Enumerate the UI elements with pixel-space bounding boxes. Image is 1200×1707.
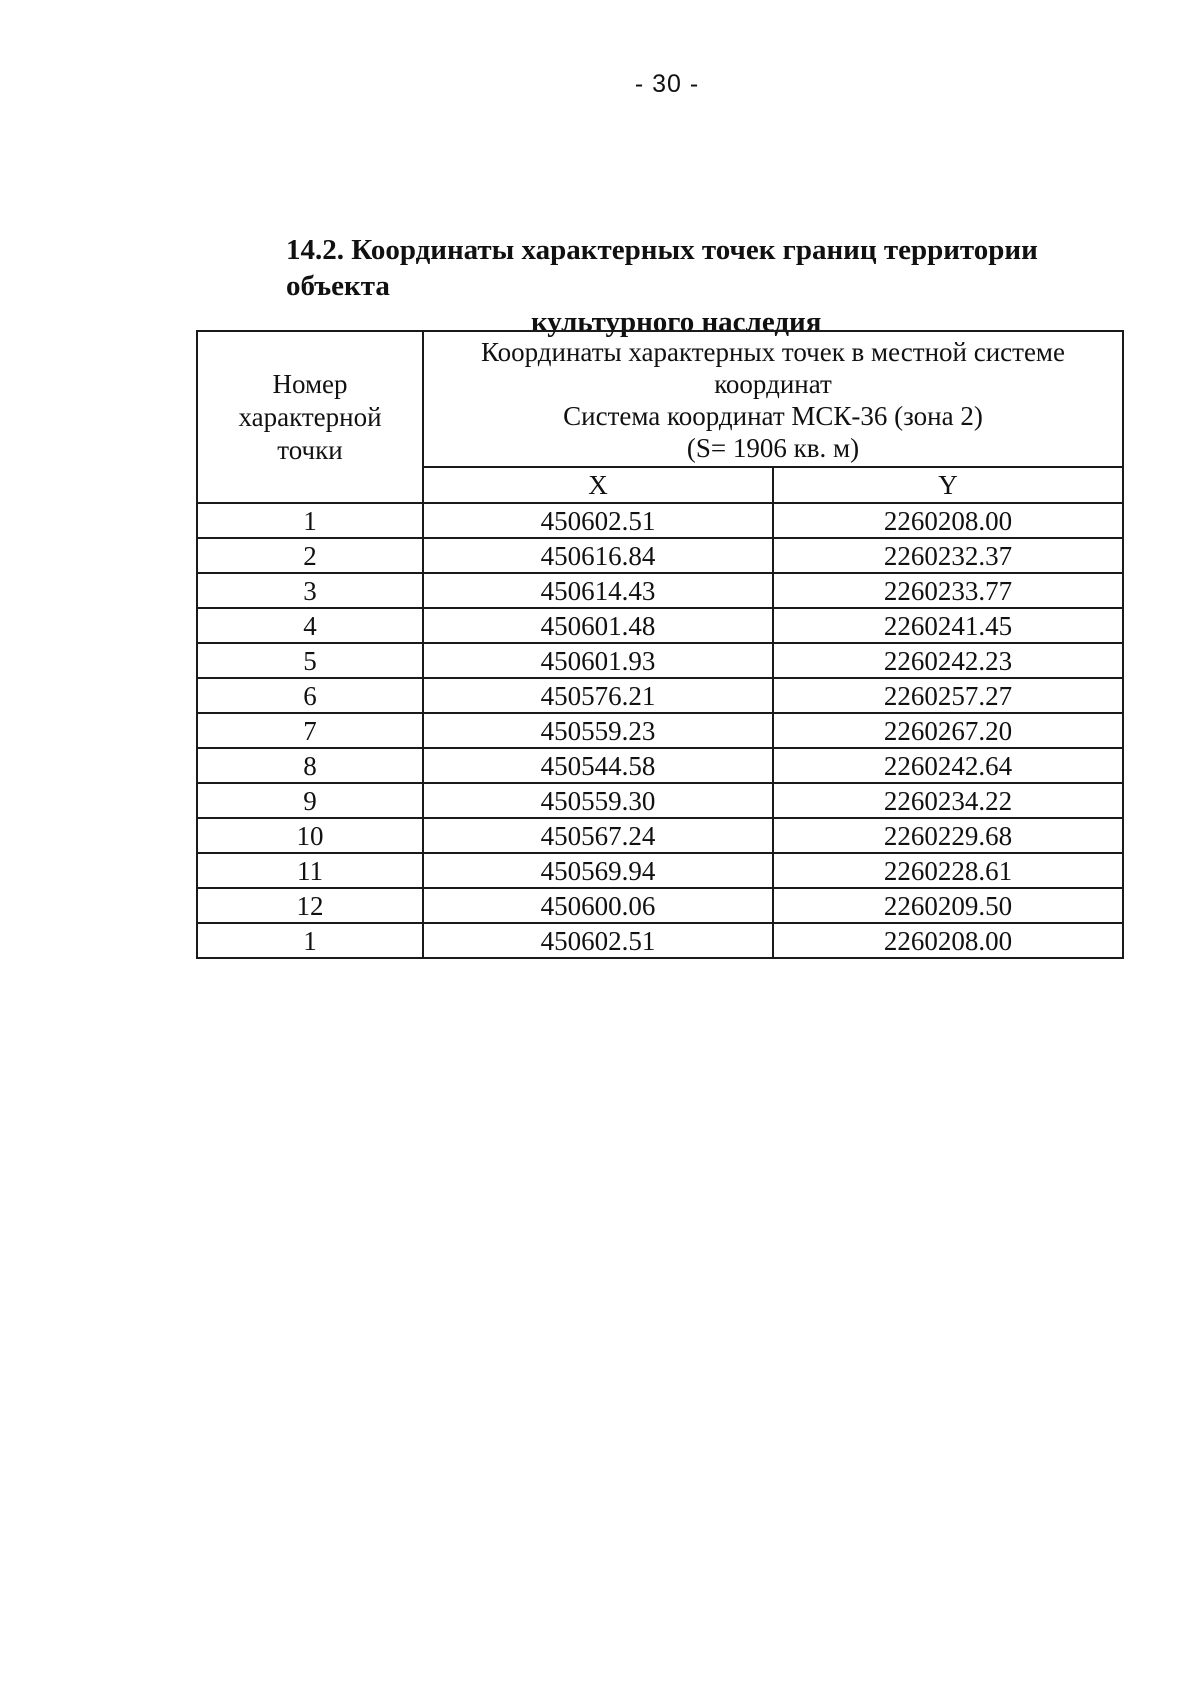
y-coordinate-cell: 2260209.50	[773, 888, 1123, 923]
point-header-line: Номер	[272, 368, 348, 399]
y-coordinate-cell: 2260232.37	[773, 538, 1123, 573]
y-coordinate-cell: 2260242.64	[773, 748, 1123, 783]
point-number-cell: 11	[197, 853, 423, 888]
y-coordinate-cell: 2260234.22	[773, 783, 1123, 818]
x-coordinate-cell: 450569.94	[423, 853, 773, 888]
point-number-cell: 1	[197, 503, 423, 538]
point-number-cell: 1	[197, 923, 423, 958]
x-coordinate-cell: 450616.84	[423, 538, 773, 573]
table-body	[197, 503, 1123, 958]
table-row	[197, 503, 1123, 538]
point-number-header	[197, 331, 423, 503]
y-coordinate-cell: 2260242.23	[773, 643, 1123, 678]
point-number-cell: 12	[197, 888, 423, 923]
table-row	[197, 678, 1123, 713]
x-coordinate-cell: 450567.24	[423, 818, 773, 853]
table-row	[197, 923, 1123, 958]
coordinates-table	[196, 330, 1124, 959]
point-number-cell: 2	[197, 538, 423, 573]
table-row	[197, 573, 1123, 608]
y-coordinate-cell: 2260208.00	[773, 503, 1123, 538]
table-row	[197, 608, 1123, 643]
y-coordinate-cell: 2260229.68	[773, 818, 1123, 853]
table-row	[197, 783, 1123, 818]
y-coordinate-cell: 2260228.61	[773, 853, 1123, 888]
y-coordinate-cell: 2260241.45	[773, 608, 1123, 643]
table-row	[197, 713, 1123, 748]
y-coordinate-cell: 2260267.20	[773, 713, 1123, 748]
point-number-cell: 10	[197, 818, 423, 853]
x-coordinate-cell: 450600.06	[423, 888, 773, 923]
group-header-line: Координаты характерных точек в местной системе	[480, 337, 1066, 367]
section-heading	[286, 232, 1146, 340]
group-header-line: координат	[714, 369, 832, 399]
point-number-cell: 6	[197, 678, 423, 713]
section-heading-line-1: 14.2. Координаты характерных точек границ территории объекта	[286, 234, 1038, 302]
x-coordinate-cell: 450602.51	[423, 503, 773, 538]
point-number-cell: 3	[197, 573, 423, 608]
group-header-line: Система координат МСК-36 (зона 2)	[563, 401, 983, 431]
point-number-cell: 5	[197, 643, 423, 678]
point-number-cell: 8	[197, 748, 423, 783]
y-coordinate-cell: 2260257.27	[773, 678, 1123, 713]
y-coordinate-cell: 2260208.00	[773, 923, 1123, 958]
table-row	[197, 818, 1123, 853]
section-heading-line-2: культурного наследия	[531, 306, 822, 338]
point-header-line: характерной	[238, 401, 382, 432]
x-coordinate-cell: 450614.43	[423, 573, 773, 608]
point-number-cell: 4	[197, 608, 423, 643]
x-coordinate-cell: 450602.51	[423, 923, 773, 958]
table-row	[197, 853, 1123, 888]
table-header-row	[197, 331, 1123, 467]
page-number: - 30 -	[634, 70, 700, 98]
x-coordinate-cell: 450576.21	[423, 678, 773, 713]
group-header-line: (S= 1906 кв. м)	[686, 433, 860, 463]
x-coordinate-cell: 450601.93	[423, 643, 773, 678]
table-row	[197, 748, 1123, 783]
table-row	[197, 888, 1123, 923]
y-column-header: Y	[773, 467, 1123, 503]
x-coordinate-cell: 450559.23	[423, 713, 773, 748]
point-number-cell: 9	[197, 783, 423, 818]
point-number-cell: 7	[197, 713, 423, 748]
y-coordinate-cell: 2260233.77	[773, 573, 1123, 608]
table-row	[197, 643, 1123, 678]
point-header-line: точки	[277, 434, 343, 465]
x-column-header: X	[423, 467, 773, 503]
table-row	[197, 538, 1123, 573]
x-coordinate-cell: 450544.58	[423, 748, 773, 783]
x-coordinate-cell: 450559.30	[423, 783, 773, 818]
coordinates-group-header	[423, 331, 1123, 467]
x-coordinate-cell: 450601.48	[423, 608, 773, 643]
